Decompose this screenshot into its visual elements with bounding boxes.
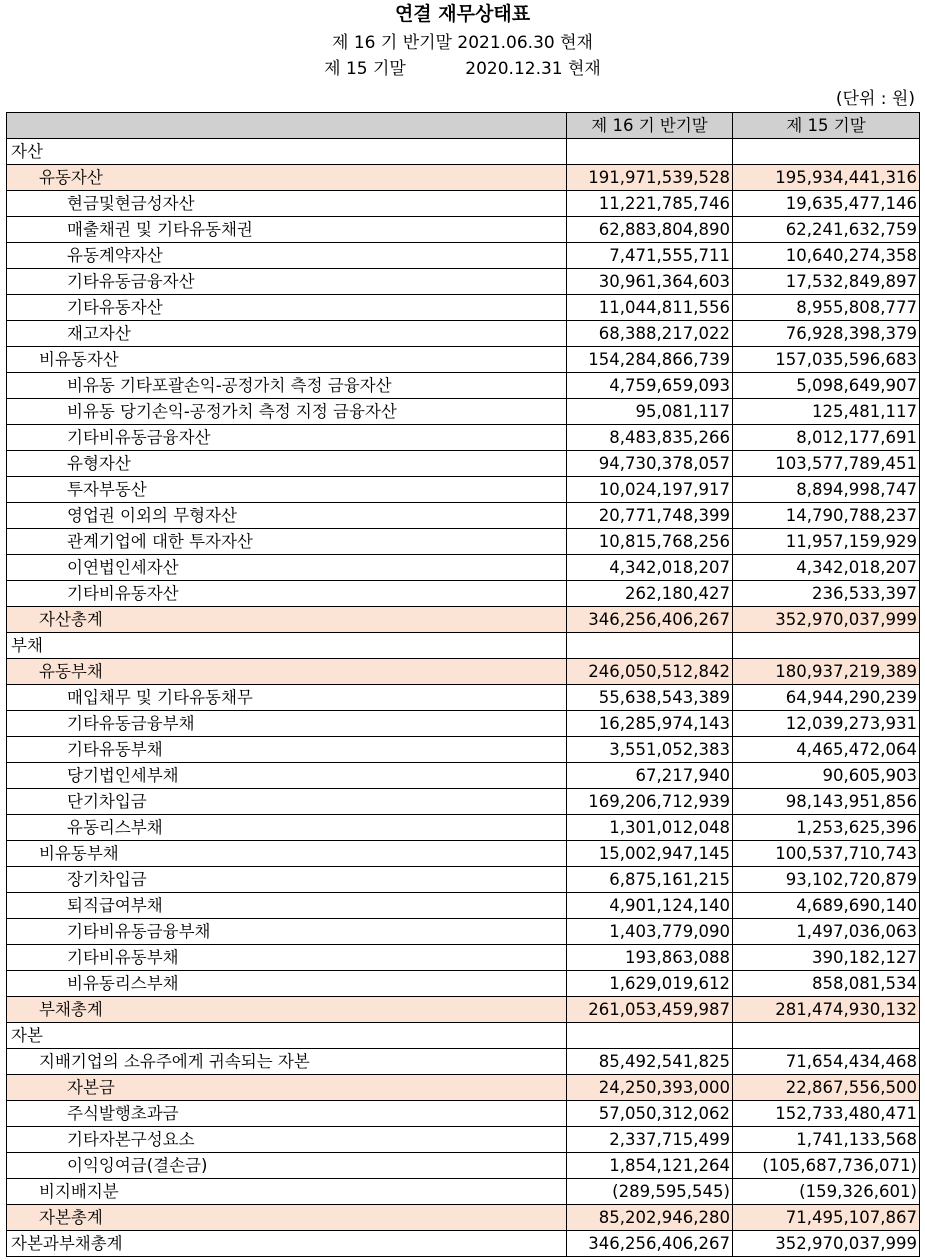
prior-period-value: 4,465,472,064 <box>733 737 920 763</box>
balance-sheet-table <box>6 112 920 1257</box>
table-row <box>7 1023 920 1049</box>
prior-period-value: 17,532,849,897 <box>733 269 920 295</box>
table-row <box>7 243 920 269</box>
table-row <box>7 711 920 737</box>
table-row <box>7 1179 920 1205</box>
table-row <box>7 1075 920 1101</box>
table-row <box>7 789 920 815</box>
prior-period-value: 4,342,018,207 <box>733 555 920 581</box>
row-label: 관계기업에 대한 투자자산 <box>7 529 567 555</box>
prior-period-value: 98,143,951,856 <box>733 789 920 815</box>
table-row <box>7 997 920 1023</box>
table-row <box>7 1205 920 1231</box>
current-period-value: 261,053,459,987 <box>567 997 733 1023</box>
current-period-value: 8,483,835,266 <box>567 425 733 451</box>
row-label: 자본금 <box>7 1075 567 1101</box>
prior-period-value: 14,790,788,237 <box>733 503 920 529</box>
table-row <box>7 581 920 607</box>
current-period-value: 2,337,715,499 <box>567 1127 733 1153</box>
table-row <box>7 607 920 633</box>
current-period-value: 1,629,019,612 <box>567 971 733 997</box>
row-label: 자본총계 <box>7 1205 567 1231</box>
table-row <box>7 139 920 165</box>
prior-period-value: 100,537,710,743 <box>733 841 920 867</box>
prior-period-value: 8,894,998,747 <box>733 477 920 503</box>
row-label: 비유동 당기손익-공정가치 측정 지정 금융자산 <box>7 399 567 425</box>
row-label: 유형자산 <box>7 451 567 477</box>
prior-period-value <box>733 633 920 659</box>
row-label: 장기차입금 <box>7 867 567 893</box>
current-period-value <box>567 139 733 165</box>
table-row <box>7 295 920 321</box>
prior-period-value: 180,937,219,389 <box>733 659 920 685</box>
current-period-value: 20,771,748,399 <box>567 503 733 529</box>
row-label: 유동리스부채 <box>7 815 567 841</box>
table-row <box>7 321 920 347</box>
current-period-value: 262,180,427 <box>567 581 733 607</box>
table-row <box>7 841 920 867</box>
current-period-value: 4,759,659,093 <box>567 373 733 399</box>
row-label: 현금및현금성자산 <box>7 191 567 217</box>
prior-period-value: 5,098,649,907 <box>733 373 920 399</box>
current-period-value: 191,971,539,528 <box>567 165 733 191</box>
prior-period-value: 157,035,596,683 <box>733 347 920 373</box>
prior-period-value: 90,605,903 <box>733 763 920 789</box>
current-period-value <box>567 633 733 659</box>
row-label: 자산총계 <box>7 607 567 633</box>
current-period-value: 4,901,124,140 <box>567 893 733 919</box>
current-period-value: 68,388,217,022 <box>567 321 733 347</box>
row-label: 자본 <box>7 1023 567 1049</box>
current-period-value <box>567 1023 733 1049</box>
table-row <box>7 1101 920 1127</box>
current-period-value: 67,217,940 <box>567 763 733 789</box>
prior-period-value: 103,577,789,451 <box>733 451 920 477</box>
statement-title: 연결 재무상태표 <box>394 3 531 25</box>
row-label: 유동계약자산 <box>7 243 567 269</box>
row-label: 기타비유동부채 <box>7 945 567 971</box>
row-label: 투자부동산 <box>7 477 567 503</box>
table-row <box>7 867 920 893</box>
prior-period-value: 8,012,177,691 <box>733 425 920 451</box>
current-period-value: 246,050,512,842 <box>567 659 733 685</box>
prior-period-value: 71,654,434,468 <box>733 1049 920 1075</box>
table-row <box>7 529 920 555</box>
table-row <box>7 399 920 425</box>
prior-period-value: 195,934,441,316 <box>733 165 920 191</box>
table-row <box>7 347 920 373</box>
prior-period-value <box>733 1023 920 1049</box>
current-period-value: 7,471,555,711 <box>567 243 733 269</box>
current-period-value: 85,202,946,280 <box>567 1205 733 1231</box>
row-label: 비유동부채 <box>7 841 567 867</box>
current-period-value: 6,875,161,215 <box>567 867 733 893</box>
row-label: 유동자산 <box>7 165 567 191</box>
row-label: 이연법인세자산 <box>7 555 567 581</box>
prior-period-value: 22,867,556,500 <box>733 1075 920 1101</box>
current-period-value: 85,492,541,825 <box>567 1049 733 1075</box>
row-label: 부채총계 <box>7 997 567 1023</box>
table-row <box>7 425 920 451</box>
table-row <box>7 191 920 217</box>
row-label: 단기차입금 <box>7 789 567 815</box>
prior-period-value: 12,039,273,931 <box>733 711 920 737</box>
table-row <box>7 269 920 295</box>
current-period-value: 154,284,866,739 <box>567 347 733 373</box>
current-period-value: 1,854,121,264 <box>567 1153 733 1179</box>
table-row <box>7 451 920 477</box>
current-period-value: 11,044,811,556 <box>567 295 733 321</box>
row-label: 영업권 이외의 무형자산 <box>7 503 567 529</box>
table-row <box>7 1127 920 1153</box>
table-row <box>7 1153 920 1179</box>
table-row <box>7 893 920 919</box>
current-period-value: 346,256,406,267 <box>567 607 733 633</box>
prior-period-value: 352,970,037,999 <box>733 1231 920 1257</box>
current-period-value: 30,961,364,603 <box>567 269 733 295</box>
current-period-value: (289,595,545) <box>567 1179 733 1205</box>
table-row <box>7 477 920 503</box>
row-label: 기타비유동금융부채 <box>7 919 567 945</box>
current-period-value: 1,301,012,048 <box>567 815 733 841</box>
table-row <box>7 919 920 945</box>
row-label: 기타비유동자산 <box>7 581 567 607</box>
row-label: 비유동리스부채 <box>7 971 567 997</box>
row-label: 비유동 기타포괄손익-공정가치 측정 금융자산 <box>7 373 567 399</box>
table-row <box>7 165 920 191</box>
prior-period-value: 1,497,036,063 <box>733 919 920 945</box>
current-period-value: 16,285,974,143 <box>567 711 733 737</box>
row-label: 기타유동부채 <box>7 737 567 763</box>
current-period-value: 169,206,712,939 <box>567 789 733 815</box>
table-header-row <box>7 113 920 139</box>
row-label: 매입채무 및 기타유동채무 <box>7 685 567 711</box>
table-row <box>7 685 920 711</box>
table-row <box>7 1231 920 1257</box>
row-label: 기타자본구성요소 <box>7 1127 567 1153</box>
row-label: 기타유동자산 <box>7 295 567 321</box>
prior-period-value: 93,102,720,879 <box>733 867 920 893</box>
table-row <box>7 815 920 841</box>
table-row <box>7 633 920 659</box>
prior-period-value: 64,944,290,239 <box>733 685 920 711</box>
row-label: 재고자산 <box>7 321 567 347</box>
header-prior-period: 제 15 기말 <box>733 113 920 139</box>
prior-period-value: 125,481,117 <box>733 399 920 425</box>
current-period-value: 10,815,768,256 <box>567 529 733 555</box>
row-label: 퇴직급여부채 <box>7 893 567 919</box>
current-period-value: 346,256,406,267 <box>567 1231 733 1257</box>
table-row <box>7 737 920 763</box>
row-label: 비유동자산 <box>7 347 567 373</box>
row-label: 기타비유동금융자산 <box>7 425 567 451</box>
table-row <box>7 555 920 581</box>
prior-period-value: 19,635,477,146 <box>733 191 920 217</box>
row-label: 이익잉여금(결손금) <box>7 1153 567 1179</box>
prior-period-value: 352,970,037,999 <box>733 607 920 633</box>
prior-period-value: 62,241,632,759 <box>733 217 920 243</box>
current-period-value: 3,551,052,383 <box>567 737 733 763</box>
table-row <box>7 373 920 399</box>
current-period-value: 10,024,197,917 <box>567 477 733 503</box>
current-period-value: 62,883,804,890 <box>567 217 733 243</box>
row-label: 자산 <box>7 139 567 165</box>
prior-period-value: 858,081,534 <box>733 971 920 997</box>
current-period-value: 94,730,378,057 <box>567 451 733 477</box>
prior-period-value: 8,955,808,777 <box>733 295 920 321</box>
prior-period-value: 1,253,625,396 <box>733 815 920 841</box>
table-row <box>7 945 920 971</box>
table-row <box>7 659 920 685</box>
header-item-column <box>7 113 567 139</box>
prior-period-value: 281,474,930,132 <box>733 997 920 1023</box>
prior-period-value: (159,326,601) <box>733 1179 920 1205</box>
prior-period-value: 11,957,159,929 <box>733 529 920 555</box>
prior-period-value: 76,928,398,379 <box>733 321 920 347</box>
current-period-value: 55,638,543,389 <box>567 685 733 711</box>
row-label: 비지배지분 <box>7 1179 567 1205</box>
current-period-value: 11,221,785,746 <box>567 191 733 217</box>
prior-period-value: 152,733,480,471 <box>733 1101 920 1127</box>
row-label: 주식발행초과금 <box>7 1101 567 1127</box>
row-label: 부채 <box>7 633 567 659</box>
table-row <box>7 763 920 789</box>
table-row <box>7 217 920 243</box>
prior-period-value: 4,689,690,140 <box>733 893 920 919</box>
table-row <box>7 1049 920 1075</box>
prior-period-value: 71,495,107,867 <box>733 1205 920 1231</box>
prior-period-value: 10,640,274,358 <box>733 243 920 269</box>
table-body <box>7 139 920 1257</box>
prior-period-value: 390,182,127 <box>733 945 920 971</box>
row-label: 기타유동금융자산 <box>7 269 567 295</box>
row-label: 기타유동금융부채 <box>7 711 567 737</box>
current-period-value: 4,342,018,207 <box>567 555 733 581</box>
row-label: 당기법인세부채 <box>7 763 567 789</box>
table-row <box>7 971 920 997</box>
unit-label: (단위 : 원) <box>835 89 915 109</box>
current-period-value: 24,250,393,000 <box>567 1075 733 1101</box>
header-current-period: 제 16 기 반기말 <box>567 113 733 139</box>
current-period-value: 193,863,088 <box>567 945 733 971</box>
prior-period-value: 236,533,397 <box>733 581 920 607</box>
prior-period-value: (105,687,736,071) <box>733 1153 920 1179</box>
row-label: 매출채권 및 기타유동채권 <box>7 217 567 243</box>
row-label: 지배기업의 소유주에게 귀속되는 자본 <box>7 1049 567 1075</box>
current-period-value: 57,050,312,062 <box>567 1101 733 1127</box>
current-period-line: 제 16 기 반기말 2021.06.30 현재 <box>332 33 593 53</box>
row-label: 자본과부채총계 <box>7 1231 567 1257</box>
row-label: 유동부채 <box>7 659 567 685</box>
prior-period-value <box>733 139 920 165</box>
table-row <box>7 503 920 529</box>
current-period-value: 95,081,117 <box>567 399 733 425</box>
prior-period-value: 1,741,133,568 <box>733 1127 920 1153</box>
current-period-value: 1,403,779,090 <box>567 919 733 945</box>
current-period-value: 15,002,947,145 <box>567 841 733 867</box>
prior-period-line: 제 15 기말 2020.12.31 현재 <box>324 59 601 79</box>
